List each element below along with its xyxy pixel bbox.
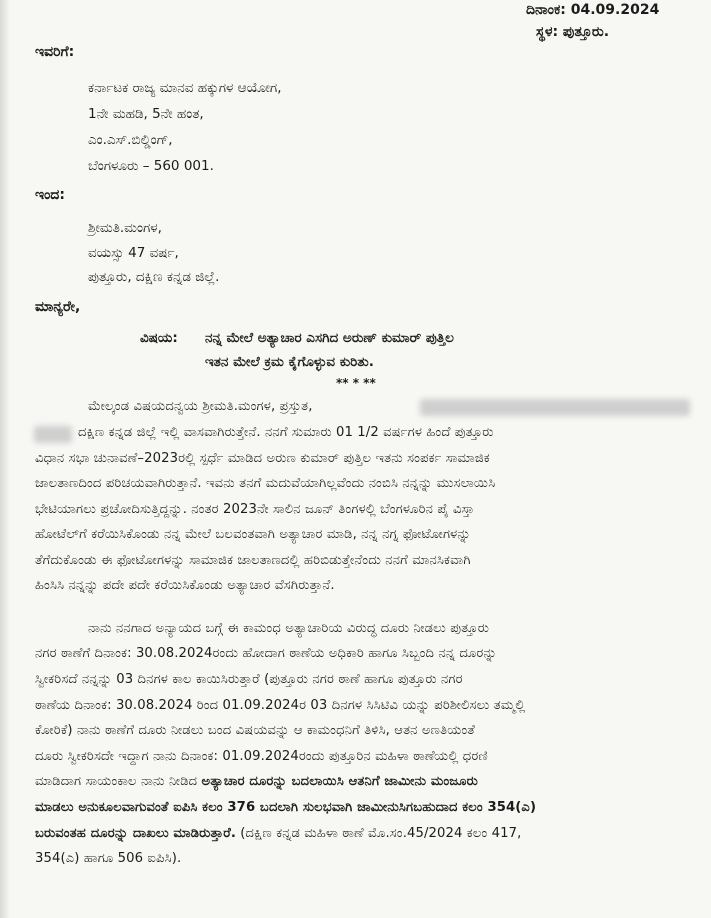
paragraph-line: ನಾನು ನನಗಾದ ಅನ್ಯಾಯದ ಬಗ್ಗೆ ಈ ಕಾಮಂಧ ಅತ್ಯಾಚಾರಿಯ ವಿರುದ್ಧ ದೂರು ನೀಡಲು ಪುತ್ತೂರು (88, 621, 489, 636)
paragraph-line: ಕೋರಿಕೆ) ನಾನು ಠಾಣೆಗೆ ದೂರು ನೀಡಲು ಬಂದ ವಿಷಯವನ್ನು ಆ ಕಾಮಂಧನಿಗೆ ತಿಳಿಸಿ, ಆತನ ಅಣತಿಯಂತೆ (35, 723, 475, 738)
from-address-line: ಶ್ರೀಮತಿ.ಮಂಗಳ, (88, 220, 162, 236)
paragraph-line: ಹಿಂಸಿಸಿ ನನ್ನನ್ನು ಪದೇ ಪದೇ ಕರೆಯಿಸಿಕೊಂಡು ಅತ್ಯಾಚಾರ ವೆಸಗಿರುತ್ತಾನೆ. (35, 578, 335, 593)
paragraph-line: ಹೋಟೆಲ್‌ಗೆ ಕರೆಯಿಸಿಕೊಂಡು ನನ್ನ ಮೇಲೆ ಬಲವಂತವಾಗಿ ಅತ್ಯಾಚಾರ ಮಾಡಿ, ನನ್ನ ನಗ್ನ ಫೋಟೋಗಳನ್ನು (35, 527, 471, 542)
paragraph-line: ನಗರ ಠಾಣೆಗೆ ದಿನಾಂಕ: 30.08.2024ರಂದು ಹೋದಾಗ ಠಾಣೆಯ ಅಧಿಕಾರಿ ಹಾಗೂ ಸಿಬ್ಬಂದಿ ನನ್ನ ದೂರನ್ನು (35, 646, 497, 661)
redacted-area (420, 399, 690, 416)
paragraph-bold-line: ಮಾಡಲು ಅನುಕೂಲವಾಗುವಂತೆ ಐಪಿಸಿ ಕಲಂ 376 ಬದಲಾಗಿ ಸುಲಭವಾಗಿ ಜಾಮೀನುಸಿಗಬಹುದಾದ ಕಲಂ 354(ಎ) (35, 800, 537, 815)
paragraph-line: ಜಾಲತಾಣದಿಂದ ಪರಿಚಯವಾಗಿರುತ್ತಾನೆ. ಇವನು ತನಗೆ ಮದುವೆಯಾಗಿಲ್ಲವೆಂದು ನಂಬಿಸಿ ನನ್ನನ್ನು ಮುಸಲಾಯಿಸಿ (35, 476, 496, 491)
to-label: ಇವರಿಗೆ: (35, 44, 75, 60)
subject-line: ನನ್ನ ಮೇಲೆ ಅತ್ಯಾಚಾರ ಎಸಗಿದ ಅರುಣ್ ಕುಮಾರ್ ಪುತ್ತಿಲ (205, 330, 454, 346)
to-address-line: 1ನೇ ಮಹಡಿ, 5ನೇ ಹಂತ, (88, 106, 204, 122)
from-address-line: ಪುತ್ತೂರು, ದಕ್ಷಿಣ ಕನ್ನಡ ಜಿಲ್ಲೆ. (88, 269, 220, 285)
paragraph-text: (ದಕ್ಷಿಣ ಕನ್ನಡ ಮಹಿಳಾ ಠಾಣೆ ಮೊ.ಸಂ.45/2024 ಕಲಂ 417, (240, 826, 522, 841)
letter-date: ದಿನಾಂಕ: 04.09.2024 (526, 2, 660, 18)
paragraph-bold-text: ಅತ್ಯಾಚಾರ ದೂರನ್ನು ಬದಲಾಯಿಸಿ ಆತನಿಗೆ ಜಾಮೀನು ಮಂಜೂರು (201, 774, 478, 789)
paragraph-line: ಠಾಣೆಯ ದಿನಾಂಕ: 30.08.2024 ರಿಂದ 01.09.2024ರ 03 ದಿನಗಳ ಸಿಸಿಟಿವಿ ಯನ್ನು ಪರಿಶೀಲಿಸಲು ತಮ್ಮಲ್ಲಿ (35, 698, 526, 713)
from-label: ಇಂದ: (35, 187, 65, 203)
letter-place: ಸ್ಥಳ: ಪುತ್ತೂರು. (536, 24, 610, 40)
paragraph-line: ವಿಧಾನ ಸಭಾ ಚುನಾವಣೆ–2023ರಲ್ಲಿ ಸ್ಪರ್ಧೆ ಮಾಡಿದ ಅರುಣ ಕುಮಾರ್ ಪುತ್ತಿಲ ಇತನು ಸಂಪರ್ಕ ಸಾಮಾಜಿಕ (35, 451, 490, 466)
to-address-line: ಎಂ.ಎಸ್.ಬಿಲ್ಡಿಂಗ್, (88, 132, 173, 148)
subject-separator: ** * ** (336, 376, 376, 390)
from-address-line: ವಯಸ್ಸು 47 ವರ್ಷ, (88, 245, 179, 261)
paragraph-line: ದಕ್ಷಿಣ ಕನ್ನಡ ಜಿಲ್ಲೆ ಇಲ್ಲಿ ವಾಸವಾಗಿರುತ್ತೇನೆ. ನನಗೆ ಸುಮಾರು 01 1/2 ವರ್ಷಗಳ ಹಿಂದೆ ಪುತ್ತೂರು (78, 425, 494, 440)
paragraph-line: ಮೇಲ್ಕಂಡ ವಿಷಯದನ್ವಯ ಶ್ರೀಮತಿ.ಮಂಗಳ, ಪ್ರಸ್ತುತ, (88, 399, 313, 414)
redacted-area (34, 426, 72, 443)
paragraph-line: ತೆಗೆದುಕೊಂಡು ಈ ಫೋಟೋಗಳನ್ನು ಸಾಮಾಜಿಕ ಜಾಲತಾಣದಲ್ಲಿ ಹರಿಬಿಡುತ್ತೇನೆಂದು ನನಗೆ ಮಾನಸಿಕವಾಗಿ (35, 553, 471, 568)
paragraph-line: 354(ಎ) ಹಾಗೂ 506 ಐಪಿಸಿ). (35, 851, 182, 866)
to-address-line: ಕರ್ನಾಟಕ ರಾಜ್ಯ ಮಾನವ ಹಕ್ಕುಗಳ ಆಯೋಗ, (88, 80, 282, 96)
paragraph-line (35, 826, 521, 841)
page-edge-shadow (0, 0, 10, 918)
paragraph-line: ದೂರು ಸ್ವೀಕರಿಸದೇ ಇದ್ದಾಗ ನಾನು ದಿನಾಂಕ: 01.09.2024ರಂದು ಪುತ್ತೂರಿನ ಮಹಿಳಾ ಠಾಣೆಯಲ್ಲಿ ಧರಣಿ (35, 749, 488, 764)
subject-line: ಇತನ ಮೇಲೆ ಕ್ರಮ ಕೈಗೊಳ್ಳುವ ಕುರಿತು. (205, 354, 374, 370)
paragraph-line: ಸ್ವೀಕರಿಸದೆ ನನ್ನನ್ನು 03 ದಿನಗಳ ಕಾಲ ಕಾಯಿಸಿರುತ್ತಾರೆ (ಪುತ್ತೂರು ನಗರ ಠಾಣೆ ಹಾಗೂ ಪುತ್ತೂರು ನಗರ (35, 672, 463, 687)
to-address-line: ಬೆಂಗಳೂರು – 560 001. (88, 158, 214, 174)
paragraph-line (35, 774, 478, 789)
paragraph-line: ಭೇಟಿಯಾಗಲು ಪ್ರಚೋದಿಸುತ್ತಿದ್ದನ್ನು. ನಂತರ 2023ನೇ ಸಾಲಿನ ಜೂನ್ ತಿಂಗಳಲ್ಲಿ ಬೆಂಗಳೂರಿನ ಪೈ ವಿಸ್ತಾ (35, 502, 475, 517)
paragraph-bold-text: ಬರುವಂತಹ ದೂರನ್ನು ದಾಖಲು ಮಾಡಿರುತ್ತಾರೆ. (35, 826, 236, 841)
subject-label: ವಿಷಯ: (140, 330, 178, 346)
paragraph-text: ಮಾಡಿದಾಗ ಸಾಯಂಕಾಲ ನಾನು ನೀಡಿದ (35, 774, 198, 789)
salutation: ಮಾನ್ಯರೇ, (35, 299, 81, 315)
